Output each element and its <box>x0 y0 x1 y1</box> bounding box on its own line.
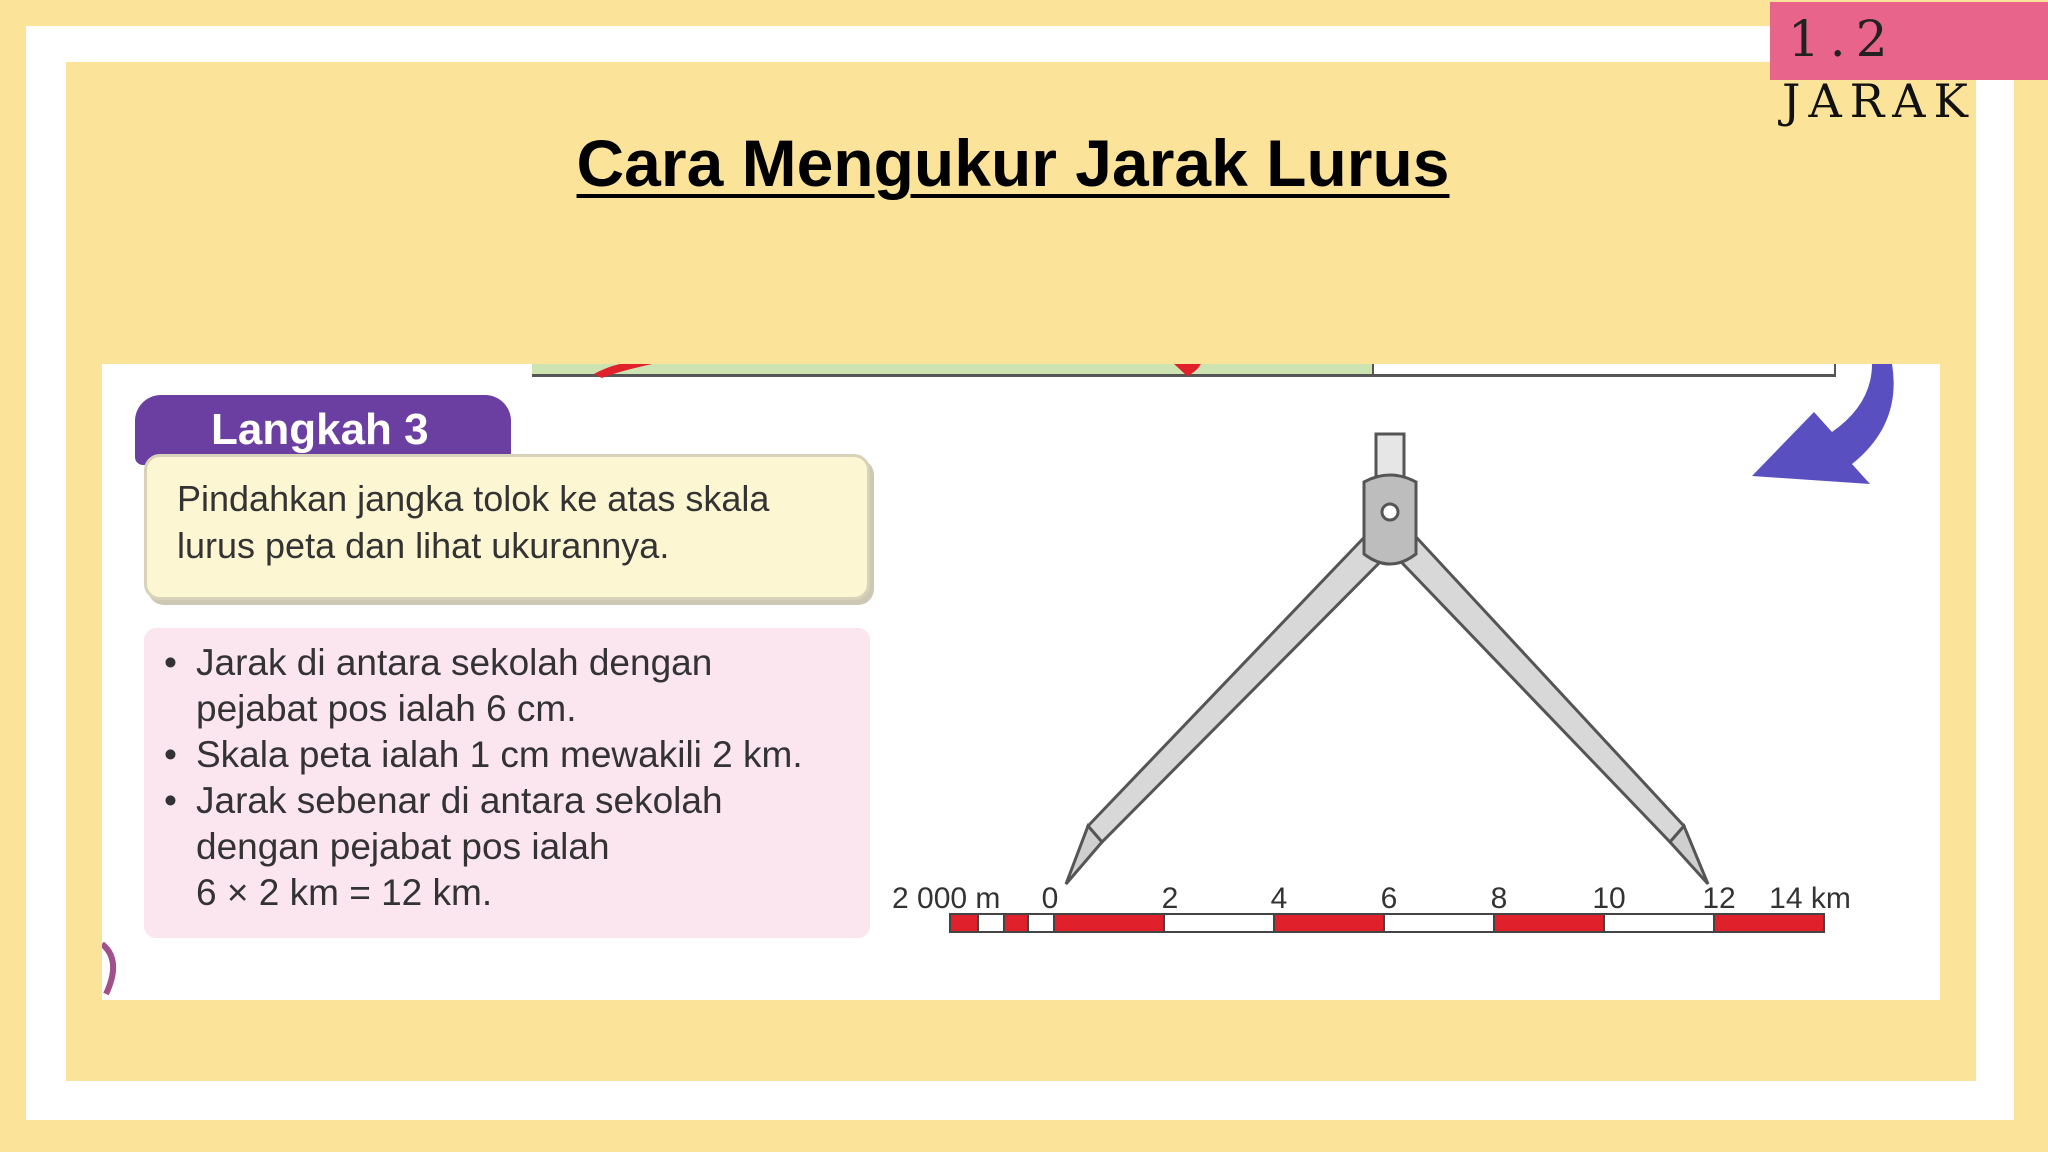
explanation-box <box>144 628 870 938</box>
scale-segment <box>1604 914 1714 932</box>
scale-tick-label: 0 <box>1041 882 1059 915</box>
scale-left-label: 2 000 m <box>892 882 1001 915</box>
page-title: Cara Mengukur Jarak Lurus <box>576 126 1450 200</box>
bullet-icon: • <box>164 780 177 821</box>
section-number: 1.2 <box>1788 10 1898 68</box>
scale-tick-label: 12 <box>1702 882 1736 915</box>
scale-segment <box>1164 914 1274 932</box>
scale-tick-label: 4 <box>1270 882 1288 915</box>
scale-tick-label: 8 <box>1490 882 1508 915</box>
textbook-figure <box>102 364 1940 1000</box>
map-fragment <box>1172 364 1202 376</box>
scale-segment <box>1494 914 1604 932</box>
scale-segment <box>1384 914 1494 932</box>
scale-segment <box>1714 914 1824 932</box>
list-item <box>164 732 850 778</box>
compass-right-leg <box>1382 524 1684 842</box>
scale-tick-label: 10 <box>1592 882 1626 915</box>
compass-left-leg <box>1088 524 1400 842</box>
compass-handle <box>1376 434 1404 478</box>
scale-segment <box>978 914 1004 932</box>
bullet-text: Jarak di antara sekolah dengan pejabat pos ialah 6 cm. <box>196 642 713 729</box>
compass-right-tip <box>1670 826 1708 884</box>
list-item <box>164 640 850 732</box>
scale-tick-label: 2 <box>1161 882 1179 915</box>
scale-segment <box>1028 914 1054 932</box>
compass-pivot <box>1382 504 1398 520</box>
scale-right-label: 14 km <box>1769 882 1851 915</box>
scale-segment <box>1004 914 1028 932</box>
bullet-text: Skala peta ialah 1 cm mewakili 2 km. <box>196 734 803 775</box>
bullet-text: Jarak sebenar di antara sekolah dengan pejabat pos ialah 6 × 2 km = 12 km. <box>196 780 723 913</box>
bullet-icon: • <box>164 734 177 775</box>
bullet-icon: • <box>164 642 177 683</box>
scale-bar <box>950 914 1824 932</box>
scale-segment <box>950 914 978 932</box>
step-instruction: Pindahkan jangka tolok ke atas skala lurus peta dan lihat ukurannya. <box>144 454 870 600</box>
scale-segment <box>1054 914 1164 932</box>
page-corner-decoration <box>102 944 113 994</box>
step-label: Langkah 3 <box>135 395 511 465</box>
compass-left-tip <box>1066 826 1102 884</box>
scale-tick-label: 6 <box>1380 882 1398 915</box>
scale-segment <box>1274 914 1384 932</box>
curved-arrow-icon <box>1752 364 1894 484</box>
section-title: JARAK <box>1782 74 1976 128</box>
list-item <box>164 778 850 916</box>
map-fragment <box>594 364 662 378</box>
